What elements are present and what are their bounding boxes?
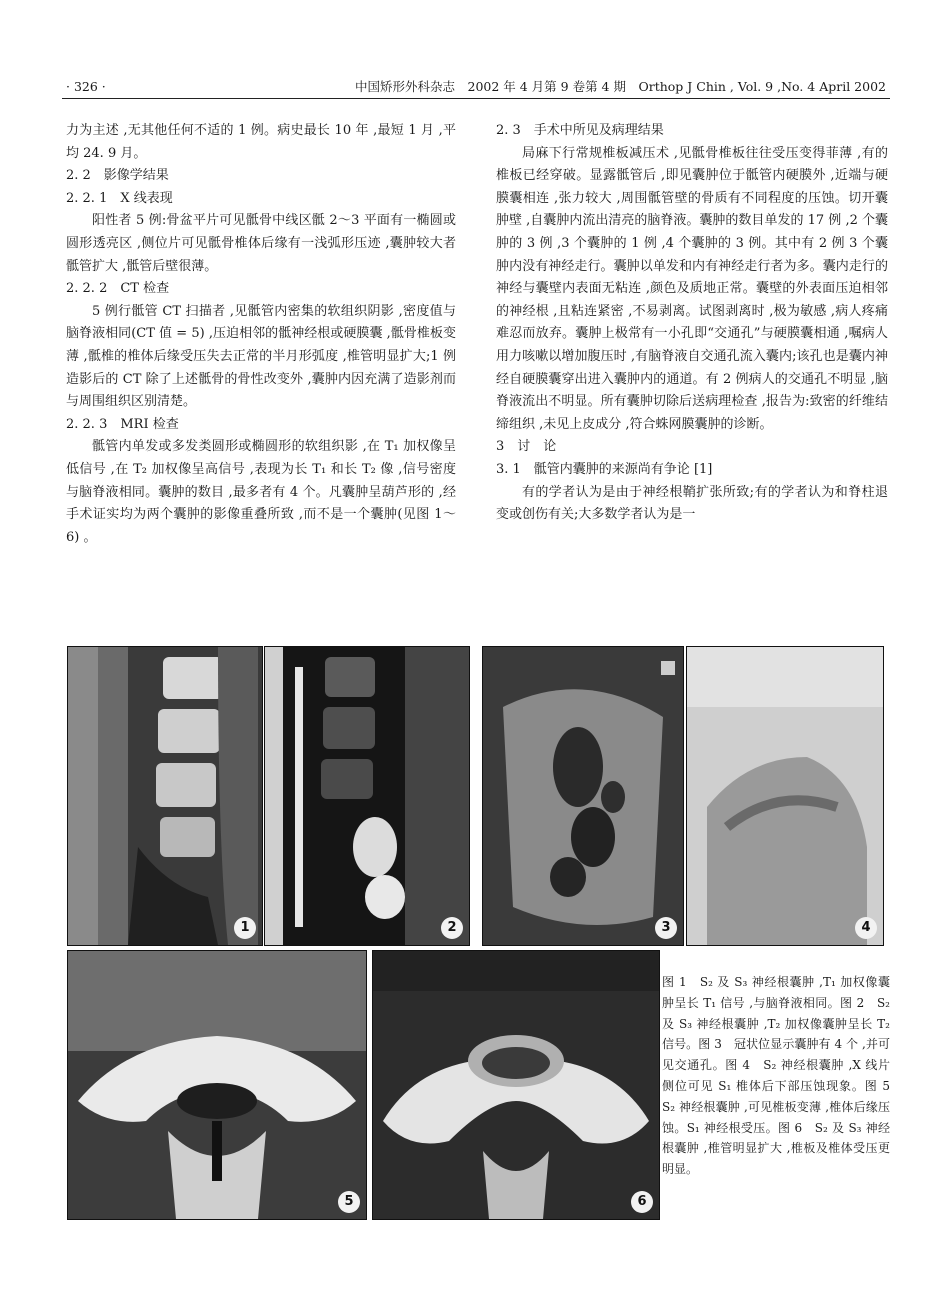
figure-3-label: 3	[655, 917, 677, 939]
body-paragraph: 阳性者 5 例:骨盆平片可见骶骨中线区骶 2～3 平面有一椭圆或圆形透亮区 ,侧位片可见骶骨椎体后缘有一浅弧形压迹 ,囊肿较大者骶管扩大 ,骶管后壁很薄。	[66, 213, 456, 274]
section-heading: 3. 1 骶管内囊肿的来源尚有争论 [1]	[496, 461, 713, 477]
running-header	[62, 76, 890, 99]
figure-4-label: 4	[855, 917, 877, 939]
body-paragraph: 5 例行骶管 CT 扫描者 ,见骶管内密集的软组织阴影 ,密度值与脑脊液相同(CT 值 = 5) ,压迫相邻的骶神经根或硬膜囊 ,骶骨椎板变薄 ,骶椎的椎体后缘受压失去正常的半月形弧度 ,椎管明显扩大;1 例造影后的 CT 除了上述骶骨的骨性改变外 ,囊肿内因充满了造影剂而与周围组织区别清楚。	[66, 303, 456, 410]
body-paragraph: 有的学者认为是由于神经根鞘扩张所致;有的学者认为和脊柱退变或创伤有关;大多数学者认为是一	[496, 484, 888, 523]
figure-caption: 图 1 S₂ 及 S₃ 神经根囊肿 ,T₁ 加权像囊肿呈长 T₁ 信号 ,与脑脊液相同。图 2 S₂ 及 S₃ 神经根囊肿 ,T₂ 加权像囊肿呈长 T₂ 信号。图 3 冠状位显示囊肿有 4 个 ,并可见交通孔。图 4 S₂ 神经根囊肿 ,X 线片侧位可见 S₁ 椎体后下部压蚀现象。图 5 S₂ 神经根囊肿 ,可见椎板变薄 ,椎体后缘压蚀。S₁ 神经根受压。图 6 S₂ 及 S₃ 神经根囊肿 ,椎管明显扩大 ,椎板及椎体受压更明显。	[662, 975, 903, 1177]
figure-2-image	[265, 647, 469, 945]
section-heading: 2. 2. 2 CT 检查	[66, 281, 170, 297]
figure-1-mri-t1-sagittal	[67, 646, 263, 946]
body-paragraph: 力为主述 ,无其他任何不适的 1 例。病史最长 10 年 ,最短 1 月 ,平均 24. 9 月。	[66, 123, 456, 161]
section-heading: 2. 2 影像学结果	[66, 168, 169, 184]
figure-2-mri-t2-sagittal	[264, 646, 470, 946]
figure-5-label: 5	[338, 1191, 360, 1213]
figure-3-image	[483, 647, 683, 945]
figure-5-axial-ct	[67, 950, 367, 1220]
figure-4-image	[687, 647, 883, 945]
section-heading: 2. 3 手术中所见及病理结果	[496, 123, 664, 138]
section-heading: 3 讨 论	[496, 439, 557, 455]
figure-5-image	[68, 951, 366, 1219]
section-heading: 2. 2. 3 MRI 检查	[66, 416, 179, 432]
figure-6-image	[373, 951, 659, 1219]
figure-6-label: 6	[631, 1191, 653, 1213]
body-paragraph: 骶管内单发或多发类圆形或椭圆形的软组织影 ,在 T₁ 加权像呈低信号 ,在 T₂ 加权像呈高信号 ,表现为长 T₁ 和长 T₂ 像 ,信号密度与脑脊液相同。囊肿的数目 ,最多者有 4 个。凡囊肿呈葫芦形的 ,经手术证实均为两个囊肿的影像重叠所致 ,而不是一个囊肿(见图 1～6) 。	[66, 439, 456, 545]
figure-1-label: 1	[234, 917, 256, 939]
right-column	[496, 120, 888, 527]
figure-1-image	[68, 647, 262, 945]
journal-citation: 中国矫形外科杂志 2002 年 4 月第 9 卷第 4 期 Orthop J Chin , Vol. 9 ,No. 4 April 2002	[354, 79, 886, 94]
figure-3-coronal-mri	[482, 646, 684, 946]
figure-6-axial-ct	[372, 950, 660, 1220]
figure-4-xray-lateral	[686, 646, 884, 946]
figure-2-label: 2	[441, 917, 463, 939]
section-heading: 2. 2. 1 X 线表现	[66, 190, 173, 206]
left-column	[66, 120, 456, 549]
page-number: · 326 ·	[66, 79, 106, 94]
body-paragraph: 局麻下行常规椎板减压术 ,见骶骨椎板往往受压变得菲薄 ,有的椎板已经穿破。显露骶管后 ,即见囊肿位于骶管内硬膜外 ,近端与硬膜囊相连 ,张力较大 ,周围骶管壁的骨质有不同程度的压蚀。切开囊肿壁 ,自囊肿内流出清亮的脑脊液。囊肿的数目单发的 17 例 ,2 个囊肿的 3 例 ,3 个囊肿的 1 例 ,4 个囊肿的 3 例。其中有 2 例 3 个囊肿内没有神经走行。囊肿以单发和内有神经走行者为多。囊内走行的神经与囊壁内表面无粘连 ,颜色及质地正常。囊壁的外表面压迫相邻的神经根 ,且粘连紧密 ,不易剥离。试图剥离时 ,极为敏感 ,病人疼痛难忍而放弃。囊肿上极常有一小孔即“交通孔”与硬膜囊相通 ,嘱病人用力咳嗽以增加腹压时 ,有脑脊液自交通孔流入囊内;该孔也是囊内神经自硬膜囊穿出进入囊肿内的通道。有 2 例病人的交通孔不明显 ,脑脊液流出不明显。所有囊肿切除后送病理检查 ,报告为:致密的纤维结缔组织 ,未见上皮成分 ,符合蛛网膜囊肿的诊断。	[496, 145, 888, 432]
